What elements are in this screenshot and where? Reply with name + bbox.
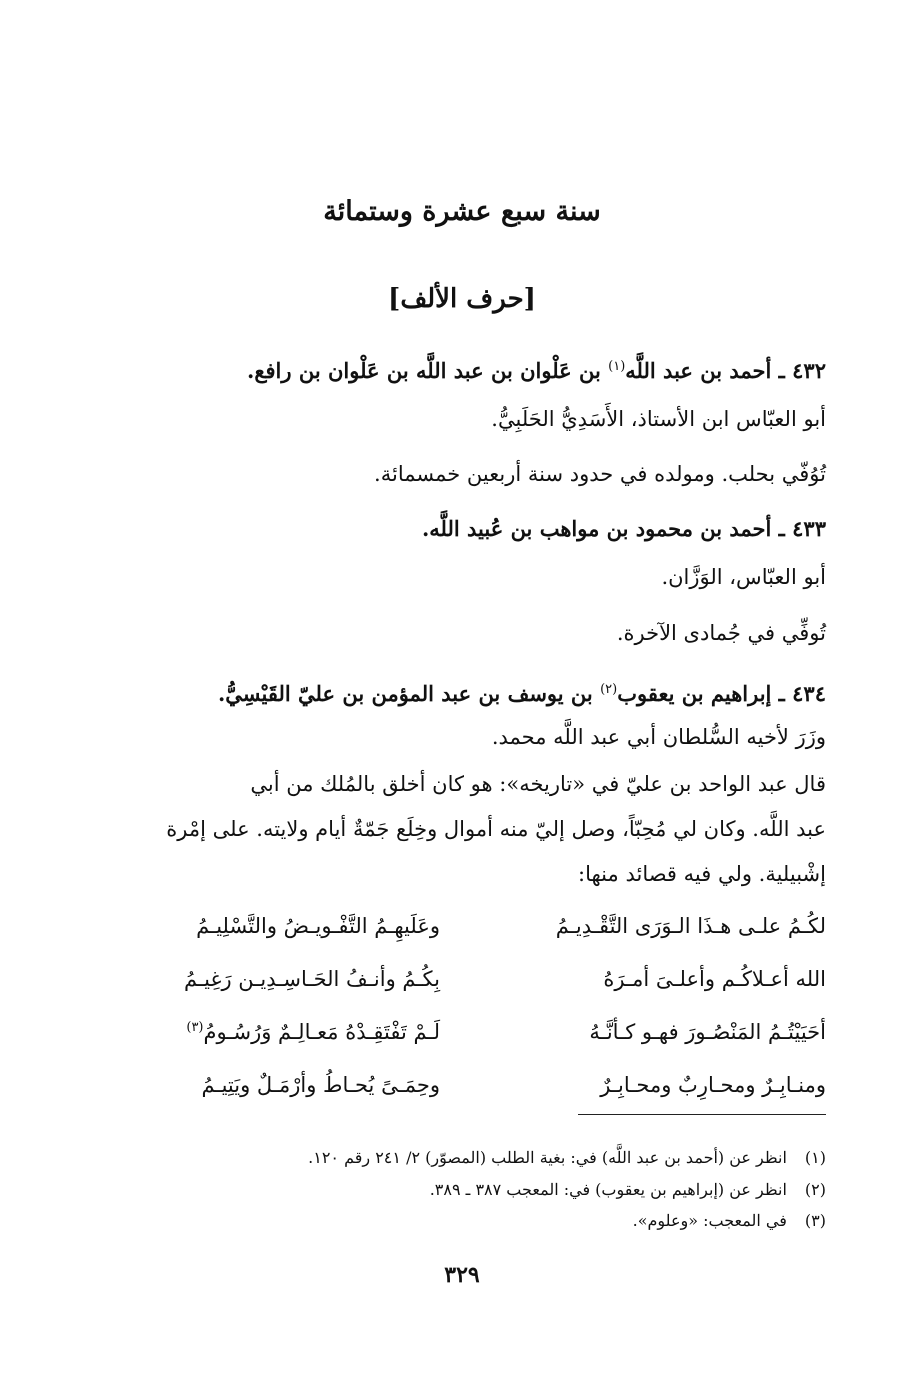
poem-verse [100, 1073, 826, 1126]
footnote-divider [578, 1114, 826, 1115]
poem-verse [100, 967, 826, 1020]
poem [100, 914, 826, 1126]
footnote-ref: (٣) [186, 1020, 204, 1035]
footnote-ref: (١) [608, 359, 626, 374]
verse-text: لَـمْ تَفْتَقِـدْهُ مَعـالِـمٌ وَرُسُـومُ [203, 1020, 440, 1044]
verse-second-hemistich: بِكُـمُ وأنـفُ الحَـاسِـدِيـن رَغِيـمُ [184, 967, 440, 991]
entry-433-heading: ٤٣٣ ـ أحمد بن محمود بن مواهب بن عُبيد اللَّه. [421, 516, 826, 541]
section-heading: [حرف الألف] [388, 284, 536, 314]
footnote [633, 1211, 826, 1230]
entry-434-line-1: وزَرَ لأخيه السُّلطان أبي عبد اللَّه محمد. [491, 725, 826, 749]
entry-432-heading [247, 350, 826, 388]
footnote-text: انظر عن (إبراهيم بن يعقوب) في: المعجب ٣٨٧ ـ ٣٨٩. [429, 1180, 787, 1199]
footnote-number: (٣) [804, 1211, 826, 1230]
page-number: ٣٢٩ [444, 1262, 480, 1288]
paragraph-line: إشْبيلية. ولي فيه قصائد منها: [578, 862, 826, 886]
footnote-text: انظر عن (أحمد بن عبد اللَّه) في: بغية الطلب (المصوّر) ٢/ ٢٤١ رقم ١٢٠. [308, 1148, 787, 1167]
verse-first-hemistich: الله أعـلاكُـم وأعلـىَ أمـرَهُ [603, 967, 826, 991]
entry-heading-text: ٤٣٤ ـ إبراهيم بن يعقوب [617, 681, 826, 706]
verse-second-hemistich: وعَلَيهِـمُ التَّفْـويـضُ والتَّسْلِيـمُ [196, 914, 440, 938]
footnote-number: (٢) [804, 1180, 826, 1199]
footnote [308, 1148, 826, 1167]
entry-433-line-1: أبو العبّاس، الوَزَّان. [661, 565, 826, 589]
paragraph-line: عبد اللَّه. وكان لي مُحِبّاً، وصل إليّ منه أموال وخِلَع جَمّةٌ أيام ولايته. على إمْرة [166, 817, 826, 841]
poem-verse [100, 914, 826, 967]
footnote-number: (١) [804, 1148, 826, 1167]
entry-432-line-1: أبو العبّاس ابن الأستاذ، الأَسَدِيُّ الحَلَبِيُّ. [491, 407, 826, 431]
verse-second-hemistich: وحِمَـىً يُحـاطُ وأرْمَـلٌ ويَتِيـمُ [201, 1073, 440, 1097]
entry-434-heading [218, 673, 826, 711]
footnote-ref: (٢) [600, 682, 618, 697]
entry-heading-rest: بن عَلْوان بن عبد اللَّه بن عَلْوان بن رافع. [247, 358, 609, 383]
verse-first-hemistich: أحَيَيْتُـمُ المَنْصُـورَ فهـو كـأنَّـهُ [589, 1020, 826, 1044]
poem-verse [100, 1020, 826, 1073]
year-title: سنة سبع عشرة وستمائة [323, 196, 601, 227]
paragraph-line: قال عبد الواحد بن عليّ في «تاريخه»: هو كان أخلق بالمُلك من أبي [250, 772, 826, 796]
verse-first-hemistich: ومنـابِـرٌ ومحـارِبٌ ومحـابِـرٌ [600, 1073, 826, 1097]
entry-heading-rest: بن يوسف بن عبد المؤمن بن عليّ القَيْسِيُّ. [217, 681, 601, 706]
quote-paragraph [100, 762, 826, 897]
footnote-text: في المعجب: «وعلوم». [632, 1211, 787, 1230]
footnote [430, 1180, 826, 1199]
entry-433-line-2: تُوفِّي في جُمادى الآخرة. [616, 621, 826, 645]
entry-432-line-2: تُوُفّي بحلب. ومولده في حدود سنة أربعين خمسمائة. [374, 462, 826, 486]
verse-second-hemistich [100, 1020, 440, 1044]
entry-heading-text: ٤٣٢ ـ أحمد بن عبد اللَّه [625, 358, 826, 383]
verse-first-hemistich: لكُـمُ علـى هـذَا الـوَرَى التَّقْـدِيـمُ [555, 914, 826, 938]
